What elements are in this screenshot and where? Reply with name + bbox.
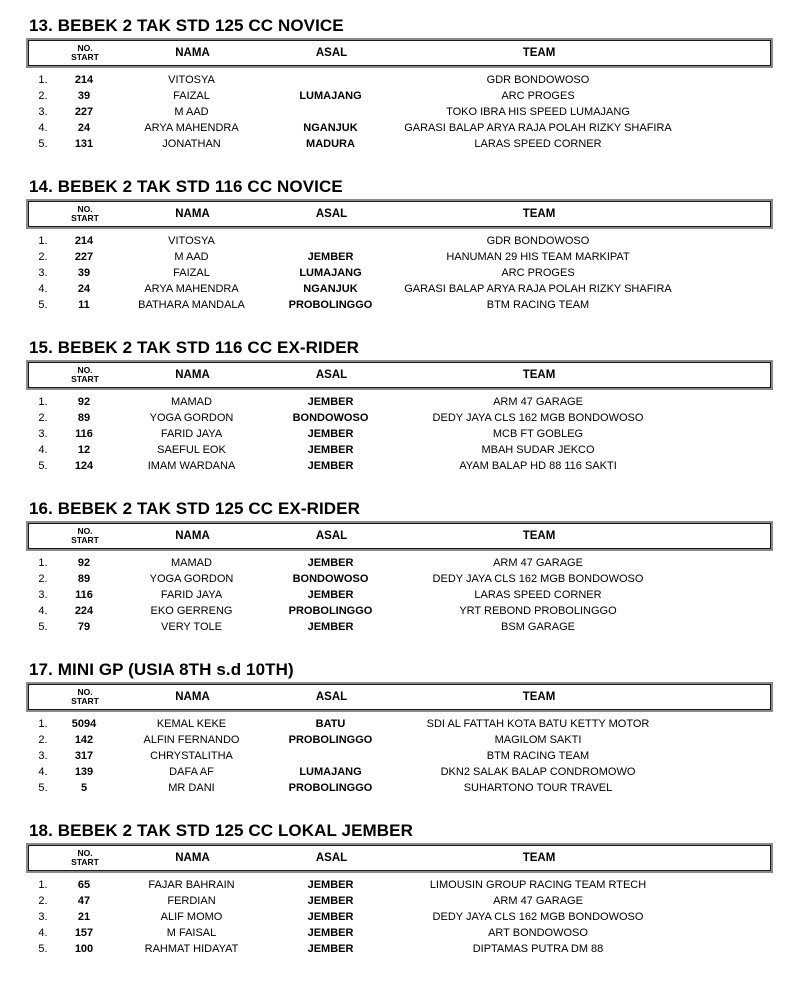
col-header-asal: ASAL bbox=[315, 691, 348, 703]
row-spacer bbox=[688, 893, 771, 909]
no-start-label-line1: NO. bbox=[77, 686, 93, 697]
start-number: 5094 bbox=[71, 718, 97, 730]
team-name: LARAS SPEED CORNER bbox=[474, 589, 602, 601]
rider-origin: JEMBER bbox=[307, 428, 354, 440]
team-name: GDR BONDOWOSO bbox=[486, 74, 590, 86]
rider-name: M AAD bbox=[174, 251, 209, 263]
start-number: 5 bbox=[80, 782, 88, 794]
row-number: 2. bbox=[38, 573, 48, 585]
row-spacer bbox=[688, 249, 771, 265]
rider-name: VERY TOLE bbox=[161, 621, 222, 633]
rider-name: FAJAR BAHRAIN bbox=[148, 879, 235, 891]
row-spacer bbox=[688, 104, 771, 120]
team-name: BSM GARAGE bbox=[501, 621, 575, 633]
section-title: 17. MINI GP (USIA 8TH s.d 10TH) bbox=[29, 660, 294, 679]
team-name: ARC PROGES bbox=[501, 90, 575, 102]
table-row bbox=[28, 72, 771, 88]
row-number: 2. bbox=[38, 251, 48, 263]
rider-name: KEMAL KEKE bbox=[156, 718, 227, 730]
no-start-label-line2: START bbox=[71, 535, 99, 545]
row-spacer bbox=[688, 780, 771, 796]
race-section bbox=[28, 177, 771, 313]
col-header-no-start bbox=[59, 205, 111, 224]
rider-name: FAIZAL bbox=[173, 267, 210, 279]
no-start-label-line2: START bbox=[71, 857, 99, 867]
row-spacer bbox=[688, 442, 771, 458]
rider-name: ARYA MAHENDRA bbox=[144, 122, 239, 134]
rider-origin: MADURA bbox=[306, 138, 355, 150]
row-spacer bbox=[688, 426, 771, 442]
col-header-asal: ASAL bbox=[315, 852, 348, 864]
row-number: 4. bbox=[38, 766, 48, 778]
team-name: BTM RACING TEAM bbox=[486, 750, 590, 762]
row-spacer bbox=[688, 410, 771, 426]
row-spacer bbox=[688, 297, 771, 313]
team-name: ARM 47 GARAGE bbox=[493, 396, 583, 408]
table-header-row bbox=[28, 684, 771, 710]
team-name: DEDY JAYA CLS 162 MGB BONDOWOSO bbox=[432, 573, 644, 585]
rider-origin: JEMBER bbox=[307, 927, 354, 939]
team-name: SDI AL FATTAH KOTA BATU KETTY MOTOR bbox=[426, 718, 650, 730]
col-header-asal: ASAL bbox=[315, 47, 348, 59]
team-name: GARASI BALAP ARYA RAJA POLAH RIZKY SHAFIRA bbox=[404, 283, 672, 295]
rider-origin: NGANJUK bbox=[303, 122, 358, 134]
start-number: 89 bbox=[77, 573, 91, 585]
start-number: 11 bbox=[78, 299, 90, 311]
rider-name: RAHMAT HIDAYAT bbox=[144, 943, 239, 955]
rider-name: VITOSYA bbox=[168, 235, 215, 247]
rider-origin: NGANJUK bbox=[303, 283, 358, 295]
start-number: 227 bbox=[74, 251, 94, 263]
rider-name: JONATHAN bbox=[162, 138, 221, 150]
table-row bbox=[28, 426, 771, 442]
rider-name: MAMAD bbox=[171, 396, 212, 408]
col-header-nama: NAMA bbox=[175, 852, 210, 864]
table-header-row bbox=[28, 845, 771, 871]
row-number: 5. bbox=[38, 782, 48, 794]
team-name: AYAM BALAP HD 88 116 SAKTI bbox=[459, 460, 617, 472]
table-row bbox=[28, 893, 771, 909]
col-header-team: TEAM bbox=[522, 852, 556, 864]
col-header-team: TEAM bbox=[522, 369, 556, 381]
section-title: 14. BEBEK 2 TAK STD 116 CC NOVICE bbox=[29, 177, 343, 196]
rider-name: FAIZAL bbox=[173, 90, 210, 102]
rider-name: DAFA AF bbox=[169, 766, 214, 778]
table-row bbox=[28, 941, 771, 957]
rider-origin: LUMAJANG bbox=[299, 267, 362, 279]
rider-name: FERDIAN bbox=[167, 895, 216, 907]
row-number: 5. bbox=[38, 943, 48, 955]
team-name: ART BONDOWOSO bbox=[488, 927, 588, 939]
col-header-asal: ASAL bbox=[315, 530, 348, 542]
rider-name: CHRYSTALITHA bbox=[150, 750, 233, 762]
rider-name: ALIF MOMO bbox=[160, 911, 223, 923]
row-number: 1. bbox=[38, 74, 48, 86]
row-number: 2. bbox=[38, 412, 48, 424]
no-start-label-line1: NO. bbox=[77, 364, 93, 375]
row-number: 3. bbox=[38, 911, 48, 923]
no-start-label-line1: NO. bbox=[77, 42, 93, 53]
col-header-nama: NAMA bbox=[175, 530, 210, 542]
col-header-no-start bbox=[59, 849, 111, 868]
table-header-row bbox=[28, 40, 771, 66]
row-spacer bbox=[688, 748, 771, 764]
table-header-row bbox=[28, 201, 771, 227]
table-row bbox=[28, 265, 771, 281]
team-name: HANUMAN 29 HIS TEAM MARKIPAT bbox=[446, 251, 630, 263]
team-name: TOKO IBRA HIS SPEED LUMAJANG bbox=[446, 106, 630, 118]
table-row bbox=[28, 764, 771, 780]
team-name: DEDY JAYA CLS 162 MGB BONDOWOSO bbox=[432, 412, 644, 424]
row-spacer bbox=[688, 72, 771, 88]
rider-name: FARID JAYA bbox=[160, 589, 223, 601]
table-row bbox=[28, 281, 771, 297]
table-row bbox=[28, 587, 771, 603]
table-row bbox=[28, 571, 771, 587]
row-spacer bbox=[688, 603, 771, 619]
no-start-label-line2: START bbox=[71, 213, 99, 223]
col-header-team: TEAM bbox=[522, 47, 556, 59]
row-number: 5. bbox=[38, 138, 48, 150]
row-spacer bbox=[688, 281, 771, 297]
row-number: 2. bbox=[38, 895, 48, 907]
no-start-label-line2: START bbox=[71, 374, 99, 384]
row-spacer bbox=[688, 120, 771, 136]
table-header-row bbox=[28, 523, 771, 549]
start-number: 227 bbox=[74, 106, 94, 118]
team-name: YRT REBOND PROBOLINGGO bbox=[459, 605, 617, 617]
row-number: 5. bbox=[38, 460, 48, 472]
row-number: 3. bbox=[38, 428, 48, 440]
rider-origin bbox=[273, 748, 388, 764]
rider-origin bbox=[273, 104, 388, 120]
table-row bbox=[28, 104, 771, 120]
start-number: 100 bbox=[74, 943, 94, 955]
section-title: 16. BEBEK 2 TAK STD 125 CC EX-RIDER bbox=[29, 499, 360, 518]
table-row bbox=[28, 297, 771, 313]
team-name: DKN2 SALAK BALAP CONDROMOWO bbox=[440, 766, 636, 778]
col-header-no-start bbox=[59, 688, 111, 707]
rider-origin: JEMBER bbox=[307, 879, 354, 891]
start-number: 39 bbox=[77, 267, 91, 279]
row-number: 1. bbox=[38, 396, 48, 408]
table-row bbox=[28, 780, 771, 796]
row-spacer bbox=[688, 716, 771, 732]
row-spacer bbox=[688, 925, 771, 941]
team-name: LARAS SPEED CORNER bbox=[474, 138, 602, 150]
row-spacer bbox=[688, 619, 771, 635]
start-number: 224 bbox=[74, 605, 94, 617]
rider-origin: JEMBER bbox=[307, 911, 354, 923]
start-number: 24 bbox=[77, 122, 91, 134]
rider-origin: LUMAJANG bbox=[299, 766, 362, 778]
start-number: 139 bbox=[74, 766, 94, 778]
race-section bbox=[28, 499, 771, 635]
no-start-label-line1: NO. bbox=[77, 203, 93, 214]
rider-origin: JEMBER bbox=[307, 895, 354, 907]
row-spacer bbox=[688, 764, 771, 780]
row-number: 3. bbox=[38, 750, 48, 762]
team-name: DIPTAMAS PUTRA DM 88 bbox=[472, 943, 604, 955]
start-number: 214 bbox=[74, 235, 94, 247]
team-name: SUHARTONO TOUR TRAVEL bbox=[463, 782, 613, 794]
row-number: 1. bbox=[38, 879, 48, 891]
table-header-row bbox=[28, 362, 771, 388]
team-name: ARM 47 GARAGE bbox=[493, 557, 583, 569]
rider-origin: JEMBER bbox=[307, 557, 354, 569]
table-row bbox=[28, 732, 771, 748]
table-row bbox=[28, 120, 771, 136]
team-name: ARC PROGES bbox=[501, 267, 575, 279]
row-number: 5. bbox=[38, 621, 48, 633]
rider-name: FARID JAYA bbox=[160, 428, 223, 440]
col-header-nama: NAMA bbox=[175, 369, 210, 381]
row-spacer bbox=[688, 394, 771, 410]
col-header-asal: ASAL bbox=[315, 208, 348, 220]
col-header-nama: NAMA bbox=[175, 691, 210, 703]
row-spacer bbox=[688, 571, 771, 587]
no-start-label-line2: START bbox=[71, 52, 99, 62]
row-spacer bbox=[688, 88, 771, 104]
row-spacer bbox=[688, 732, 771, 748]
rider-name: BATHARA MANDALA bbox=[138, 299, 245, 311]
section-title: 18. BEBEK 2 TAK STD 125 CC LOKAL JEMBER bbox=[29, 821, 413, 840]
start-number: 157 bbox=[74, 927, 94, 939]
table-row bbox=[28, 716, 771, 732]
start-number: 317 bbox=[74, 750, 94, 762]
row-number: 3. bbox=[38, 106, 48, 118]
start-number: 131 bbox=[74, 138, 94, 150]
start-number: 47 bbox=[77, 895, 91, 907]
rider-name: YOGA GORDON bbox=[149, 573, 234, 585]
table-row bbox=[28, 619, 771, 635]
start-number: 21 bbox=[77, 911, 91, 923]
rider-origin: JEMBER bbox=[307, 444, 354, 456]
start-number: 12 bbox=[77, 444, 91, 456]
start-number: 65 bbox=[77, 879, 91, 891]
row-number: 1. bbox=[38, 235, 48, 247]
no-start-label-line2: START bbox=[71, 696, 99, 706]
table-row bbox=[28, 925, 771, 941]
table-row bbox=[28, 555, 771, 571]
rider-origin: LUMAJANG bbox=[299, 90, 362, 102]
no-start-label-line1: NO. bbox=[77, 525, 93, 536]
col-header-nama: NAMA bbox=[175, 208, 210, 220]
no-start-label-line1: NO. bbox=[77, 847, 93, 858]
table-row bbox=[28, 136, 771, 152]
team-name: MCB FT GOBLEG bbox=[492, 428, 584, 440]
rider-name: M AAD bbox=[174, 106, 209, 118]
col-header-asal: ASAL bbox=[315, 369, 348, 381]
table-row bbox=[28, 410, 771, 426]
row-number: 4. bbox=[38, 444, 48, 456]
rider-name: IMAM WARDANA bbox=[147, 460, 236, 472]
rider-origin bbox=[273, 233, 388, 249]
table-row bbox=[28, 458, 771, 474]
team-name: MBAH SUDAR JEKCO bbox=[481, 444, 595, 456]
row-number: 4. bbox=[38, 605, 48, 617]
row-number: 2. bbox=[38, 734, 48, 746]
row-number: 3. bbox=[38, 267, 48, 279]
rider-name: ALFIN FERNANDO bbox=[143, 734, 240, 746]
start-number: 214 bbox=[74, 74, 94, 86]
rider-origin: JEMBER bbox=[307, 396, 354, 408]
col-header-no-start bbox=[59, 44, 111, 63]
table-row bbox=[28, 442, 771, 458]
row-number: 4. bbox=[38, 283, 48, 295]
row-number: 2. bbox=[38, 90, 48, 102]
start-number: 79 bbox=[77, 621, 91, 633]
table-row bbox=[28, 394, 771, 410]
rider-origin: JEMBER bbox=[307, 460, 354, 472]
rider-origin: BATU bbox=[315, 718, 346, 730]
rider-origin bbox=[273, 72, 388, 88]
row-number: 4. bbox=[38, 122, 48, 134]
section-title: 13. BEBEK 2 TAK STD 125 CC NOVICE bbox=[29, 16, 344, 35]
row-number: 3. bbox=[38, 589, 48, 601]
team-name: DEDY JAYA CLS 162 MGB BONDOWOSO bbox=[432, 911, 644, 923]
team-name: LIMOUSIN GROUP RACING TEAM RTECH bbox=[429, 879, 647, 891]
rider-name: SAEFUL EOK bbox=[157, 444, 226, 456]
rider-name: M FAISAL bbox=[166, 927, 217, 939]
row-spacer bbox=[688, 909, 771, 925]
rider-origin: PROBOLINGGO bbox=[288, 605, 373, 617]
row-spacer bbox=[688, 555, 771, 571]
rider-origin: BONDOWOSO bbox=[292, 412, 369, 424]
start-number: 116 bbox=[75, 589, 93, 601]
row-spacer bbox=[688, 877, 771, 893]
row-number: 1. bbox=[38, 557, 48, 569]
rider-origin: JEMBER bbox=[307, 621, 354, 633]
row-number: 4. bbox=[38, 927, 48, 939]
rider-name: YOGA GORDON bbox=[149, 412, 234, 424]
rider-origin: JEMBER bbox=[307, 943, 354, 955]
col-header-team: TEAM bbox=[522, 208, 556, 220]
team-name: MAGILOM SAKTI bbox=[494, 734, 582, 746]
row-spacer bbox=[688, 233, 771, 249]
table-row bbox=[28, 603, 771, 619]
rider-name: MAMAD bbox=[171, 557, 212, 569]
team-name: ARM 47 GARAGE bbox=[493, 895, 583, 907]
table-row bbox=[28, 909, 771, 925]
start-number: 24 bbox=[77, 283, 91, 295]
race-section bbox=[28, 16, 771, 152]
start-number: 116 bbox=[75, 428, 93, 440]
row-spacer bbox=[688, 458, 771, 474]
col-header-no-start bbox=[59, 366, 111, 385]
row-number: 5. bbox=[38, 299, 48, 311]
table-row bbox=[28, 249, 771, 265]
start-number: 142 bbox=[74, 734, 94, 746]
col-header-team: TEAM bbox=[522, 691, 556, 703]
rider-name: ARYA MAHENDRA bbox=[144, 283, 239, 295]
table-row bbox=[28, 88, 771, 104]
rider-origin: JEMBER bbox=[307, 589, 354, 601]
race-section bbox=[28, 821, 771, 957]
table-row bbox=[28, 748, 771, 764]
col-header-no-start bbox=[59, 527, 111, 546]
row-spacer bbox=[688, 265, 771, 281]
rider-origin: JEMBER bbox=[307, 251, 354, 263]
team-name: GARASI BALAP ARYA RAJA POLAH RIZKY SHAFIRA bbox=[404, 122, 672, 134]
table-row bbox=[28, 233, 771, 249]
rider-name: EKO GERRENG bbox=[150, 605, 233, 617]
rider-origin: PROBOLINGGO bbox=[288, 299, 373, 311]
rider-origin: BONDOWOSO bbox=[292, 573, 369, 585]
row-number: 1. bbox=[38, 718, 48, 730]
rider-origin: PROBOLINGGO bbox=[288, 734, 373, 746]
rider-name: VITOSYA bbox=[168, 74, 215, 86]
col-header-nama: NAMA bbox=[175, 47, 210, 59]
row-spacer bbox=[688, 941, 771, 957]
start-number: 92 bbox=[77, 557, 91, 569]
team-name: GDR BONDOWOSO bbox=[486, 235, 590, 247]
rider-origin: PROBOLINGGO bbox=[288, 782, 373, 794]
rider-name: MR DANI bbox=[168, 782, 215, 794]
section-title: 15. BEBEK 2 TAK STD 116 CC EX-RIDER bbox=[29, 338, 360, 357]
race-section bbox=[28, 660, 771, 796]
start-number: 124 bbox=[74, 460, 94, 472]
col-header-team: TEAM bbox=[522, 530, 556, 542]
table-row bbox=[28, 877, 771, 893]
race-section bbox=[28, 338, 771, 474]
row-spacer bbox=[688, 136, 771, 152]
start-number: 89 bbox=[77, 412, 91, 424]
row-spacer bbox=[688, 587, 771, 603]
start-number: 92 bbox=[77, 396, 91, 408]
start-number: 39 bbox=[77, 90, 91, 102]
team-name: BTM RACING TEAM bbox=[486, 299, 590, 311]
